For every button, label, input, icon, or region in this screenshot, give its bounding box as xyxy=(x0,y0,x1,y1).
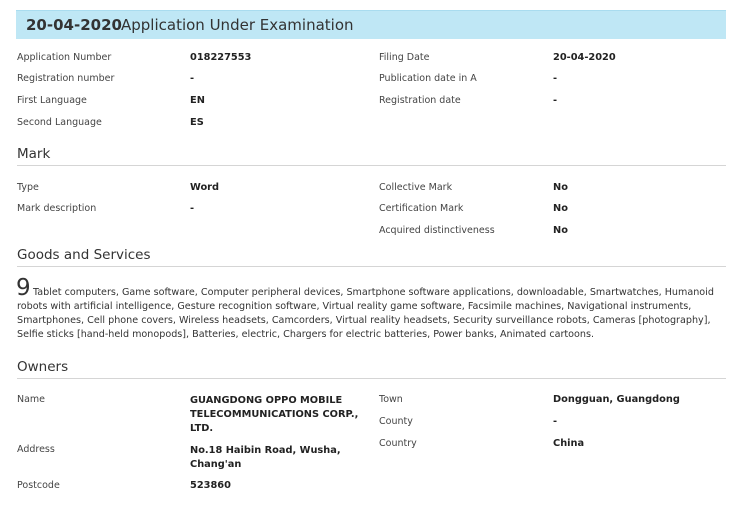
first-language-value: EN xyxy=(190,95,205,106)
second-language-value: ES xyxy=(190,117,204,128)
filing-date-value: 20-04-2020 xyxy=(553,52,616,63)
publication-date-value: - xyxy=(553,73,558,84)
certification-mark-label: Certification Mark xyxy=(379,203,464,214)
goods-description: Tablet computers, Game software, Computer peripheral devices, Smartphone software applications, downloadable, Smartwatches, Humanoid robots with artificial intelligence, Gesture recognition software, Virtual reality game software, Facsimile machines, Navigational instruments, Smartphones, Cell phone covers, Wireless headsets, Camcorders, Virtual reality headsets, Security surveillance robots, Cameras [photography], Selfie sticks [hand-held monopods], Batteries, electric, Chargers for electric batteries, Power banks, Animated cartoons. xyxy=(17,287,714,341)
owner-town-value: Dongguan, Guangdong xyxy=(553,394,680,405)
status-banner xyxy=(16,10,726,39)
owner-postcode-value: 523860 xyxy=(190,480,231,491)
filing-date-label: Filing Date xyxy=(379,52,430,63)
goods-section-title: Goods and Services xyxy=(17,247,151,263)
mark-section-title: Mark xyxy=(17,146,51,162)
acquired-distinctiveness-label: Acquired distinctiveness xyxy=(379,225,495,236)
registration-date-value: - xyxy=(553,95,558,106)
mark-description-value: - xyxy=(190,203,195,214)
acquired-distinctiveness-value: No xyxy=(553,225,568,236)
owners-section-title: Owners xyxy=(17,359,69,375)
registration-number-label: Registration number xyxy=(17,73,115,84)
collective-mark-value: No xyxy=(553,182,568,193)
owners-divider xyxy=(17,378,726,379)
application-number-label: Application Number xyxy=(17,52,112,63)
owner-name-value: GUANGDONG OPPO MOBILE TELECOMMUNICATIONS CORP., LTD. xyxy=(190,395,359,434)
owner-name-label: Name xyxy=(17,394,46,405)
mark-divider xyxy=(17,165,726,166)
owner-country-value: China xyxy=(553,438,585,449)
status-title: Application Under Examination xyxy=(121,16,354,34)
owner-country-label: Country xyxy=(379,438,417,449)
owner-address-value: No.18 Haibin Road, Wusha, Chang'an xyxy=(190,445,341,470)
first-language-label: First Language xyxy=(17,95,87,106)
mark-type-value: Word xyxy=(190,182,220,193)
status-date: 20-04-2020 xyxy=(26,16,122,34)
goods-class-number: 9 xyxy=(16,275,31,301)
owner-postcode-label: Postcode xyxy=(17,480,60,491)
owner-town-label: Town xyxy=(379,394,403,405)
owner-county-label: County xyxy=(379,416,413,427)
certification-mark-value: No xyxy=(553,203,568,214)
mark-description-label: Mark description xyxy=(17,203,97,214)
owner-county-value: - xyxy=(553,416,558,427)
second-language-label: Second Language xyxy=(17,117,102,128)
registration-date-label: Registration date xyxy=(379,95,461,106)
owner-address-label: Address xyxy=(17,444,55,455)
registration-number-value: - xyxy=(190,73,195,84)
mark-type-label: Type xyxy=(17,182,39,193)
collective-mark-label: Collective Mark xyxy=(379,182,453,193)
publication-date-label: Publication date in A xyxy=(379,73,477,84)
application-number-value: 018227553 xyxy=(190,52,252,63)
goods-divider xyxy=(17,266,726,267)
